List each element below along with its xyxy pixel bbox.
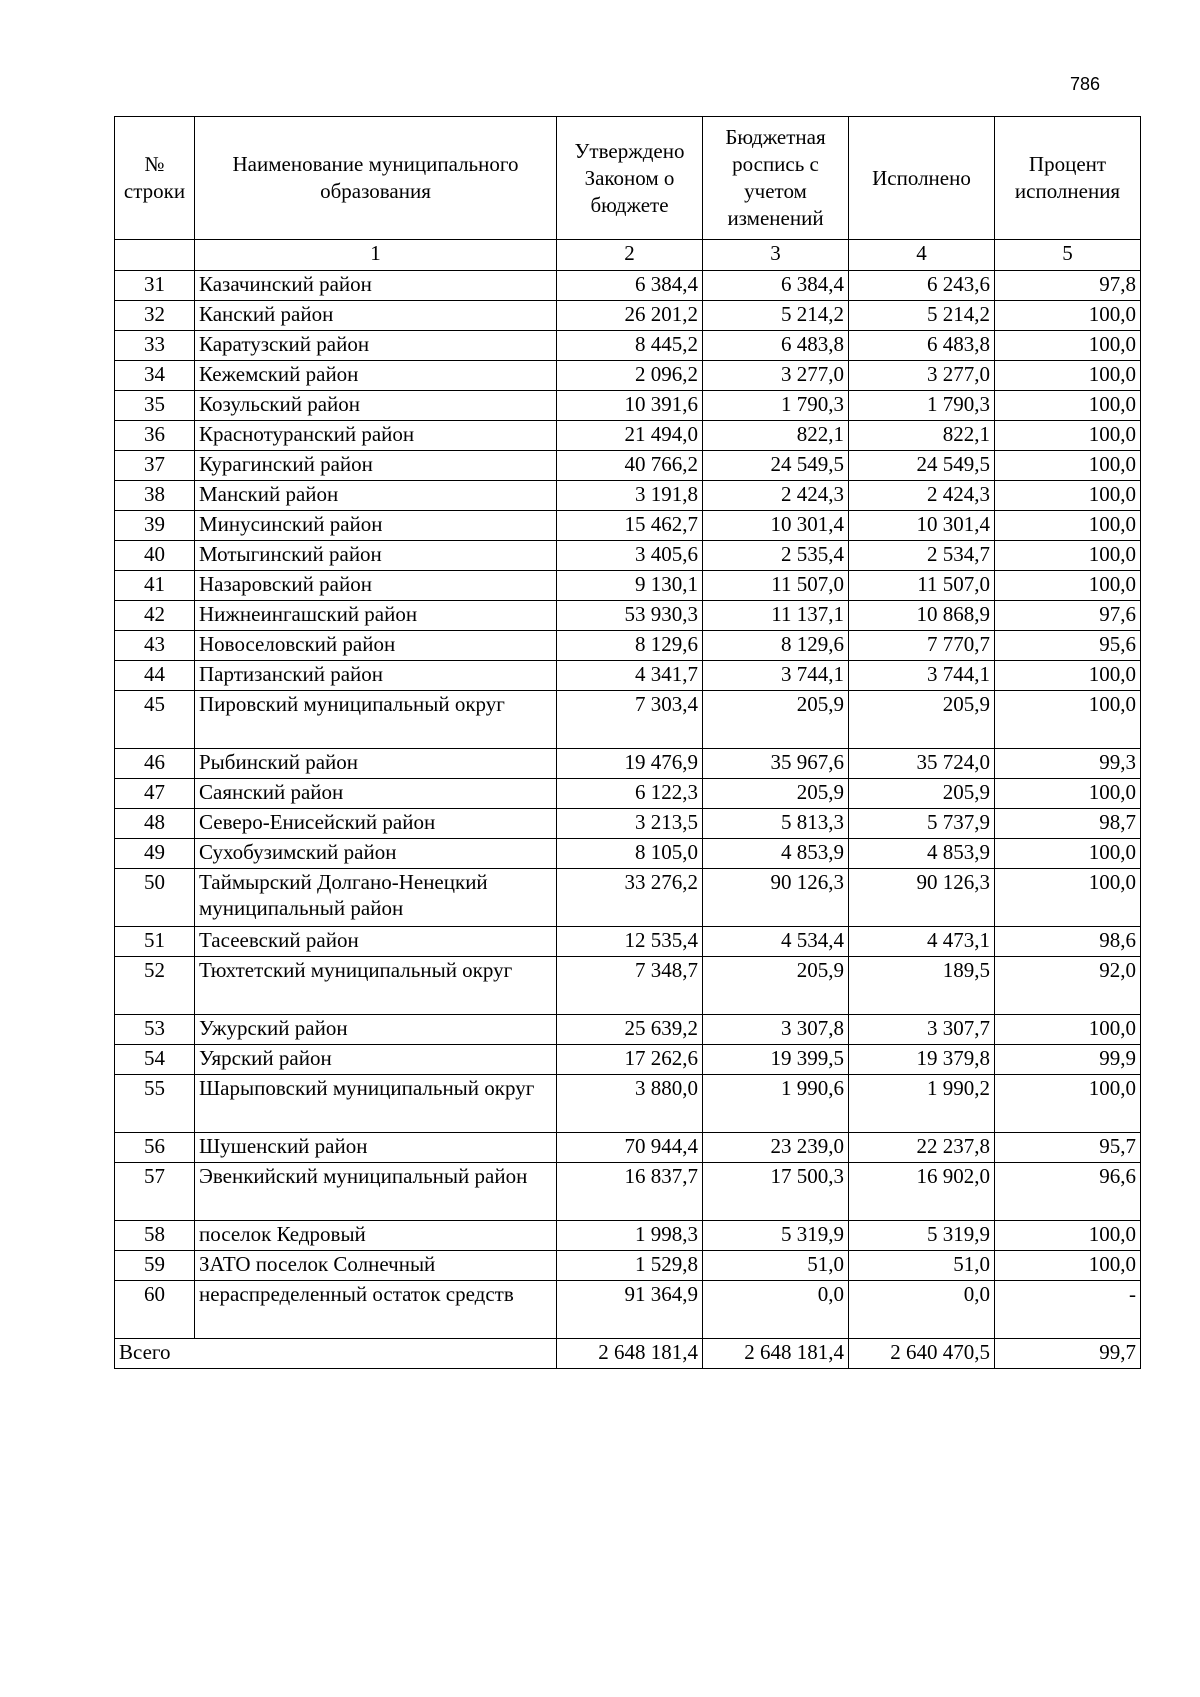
approved-cell: 70 944,4 <box>557 1133 703 1163</box>
table-row <box>115 869 1141 927</box>
approved-cell: 4 341,7 <box>557 661 703 691</box>
executed-cell: 10 868,9 <box>849 601 995 631</box>
row-number-cell: 44 <box>115 661 195 691</box>
budget-schedule-cell: 4 534,4 <box>703 927 849 957</box>
executed-cell: 5 214,2 <box>849 301 995 331</box>
budget-schedule-cell: 5 319,9 <box>703 1221 849 1251</box>
budget-schedule-cell: 24 549,5 <box>703 451 849 481</box>
approved-cell: 16 837,7 <box>557 1163 703 1221</box>
percent-cell: 99,3 <box>995 749 1141 779</box>
row-number-cell: 37 <box>115 451 195 481</box>
executed-cell: 51,0 <box>849 1251 995 1281</box>
executed-cell: 5 319,9 <box>849 1221 995 1251</box>
executed-cell: 35 724,0 <box>849 749 995 779</box>
table-row <box>115 1045 1141 1075</box>
budget-schedule-cell: 822,1 <box>703 421 849 451</box>
total-approved: 2 648 181,4 <box>557 1339 703 1369</box>
executed-cell: 205,9 <box>849 691 995 749</box>
table-row <box>115 1163 1141 1221</box>
budget-schedule-cell: 205,9 <box>703 779 849 809</box>
budget-schedule-cell: 19 399,5 <box>703 1045 849 1075</box>
table-row <box>115 421 1141 451</box>
header-budget-schedule: Бюджетная роспись с учетом изменений <box>703 117 849 240</box>
table-row <box>115 331 1141 361</box>
budget-schedule-cell: 6 384,4 <box>703 271 849 301</box>
budget-schedule-cell: 17 500,3 <box>703 1163 849 1221</box>
approved-cell: 15 462,7 <box>557 511 703 541</box>
row-number-cell: 54 <box>115 1045 195 1075</box>
budget-schedule-cell: 4 853,9 <box>703 839 849 869</box>
municipality-name-cell: Северо-Енисейский район <box>195 809 557 839</box>
header-name: Наименование муниципального образования <box>195 117 557 240</box>
header-row-no: № строки <box>115 117 195 240</box>
municipality-name-cell: Нижнеингашский район <box>195 601 557 631</box>
budget-schedule-cell: 0,0 <box>703 1281 849 1339</box>
row-number-cell: 43 <box>115 631 195 661</box>
executed-cell: 822,1 <box>849 421 995 451</box>
budget-schedule-cell: 35 967,6 <box>703 749 849 779</box>
row-number-cell: 50 <box>115 869 195 927</box>
executed-cell: 2 534,7 <box>849 541 995 571</box>
executed-cell: 10 301,4 <box>849 511 995 541</box>
percent-cell: 100,0 <box>995 511 1141 541</box>
approved-cell: 21 494,0 <box>557 421 703 451</box>
budget-schedule-cell: 11 137,1 <box>703 601 849 631</box>
approved-cell: 6 384,4 <box>557 271 703 301</box>
total-schedule: 2 648 181,4 <box>703 1339 849 1369</box>
percent-cell: 100,0 <box>995 361 1141 391</box>
executed-cell: 4 853,9 <box>849 839 995 869</box>
percent-cell: - <box>995 1281 1141 1339</box>
approved-cell: 8 129,6 <box>557 631 703 661</box>
municipality-name-cell: Эвенкийский муниципальный район <box>195 1163 557 1221</box>
municipality-name-cell: поселок Кедровый <box>195 1221 557 1251</box>
header-executed: Исполнено <box>849 117 995 240</box>
row-number-cell: 51 <box>115 927 195 957</box>
budget-schedule-cell: 1 790,3 <box>703 391 849 421</box>
approved-cell: 91 364,9 <box>557 1281 703 1339</box>
approved-cell: 3 191,8 <box>557 481 703 511</box>
row-number-cell: 52 <box>115 957 195 1015</box>
table-row <box>115 809 1141 839</box>
row-number-cell: 46 <box>115 749 195 779</box>
percent-cell: 100,0 <box>995 541 1141 571</box>
municipality-name-cell: Тасеевский район <box>195 927 557 957</box>
row-number-cell: 38 <box>115 481 195 511</box>
municipality-name-cell: Казачинский район <box>195 271 557 301</box>
row-number-cell: 60 <box>115 1281 195 1339</box>
percent-cell: 100,0 <box>995 451 1141 481</box>
municipality-name-cell: Тюхтетский муниципальный округ <box>195 957 557 1015</box>
executed-cell: 0,0 <box>849 1281 995 1339</box>
budget-schedule-cell: 51,0 <box>703 1251 849 1281</box>
budget-schedule-cell: 205,9 <box>703 691 849 749</box>
percent-cell: 99,9 <box>995 1045 1141 1075</box>
row-number-cell: 48 <box>115 809 195 839</box>
table-row <box>115 451 1141 481</box>
budget-schedule-cell: 23 239,0 <box>703 1133 849 1163</box>
percent-cell: 96,6 <box>995 1163 1141 1221</box>
municipality-name-cell: Новоселовский район <box>195 631 557 661</box>
executed-cell: 2 424,3 <box>849 481 995 511</box>
executed-cell: 6 483,8 <box>849 331 995 361</box>
column-number <box>115 240 195 271</box>
approved-cell: 8 445,2 <box>557 331 703 361</box>
percent-cell: 95,7 <box>995 1133 1141 1163</box>
approved-cell: 1 998,3 <box>557 1221 703 1251</box>
table-row <box>115 1221 1141 1251</box>
percent-cell: 100,0 <box>995 869 1141 927</box>
municipality-name-cell: Канский район <box>195 301 557 331</box>
table-row <box>115 839 1141 869</box>
table-row <box>115 1015 1141 1045</box>
row-number-cell: 34 <box>115 361 195 391</box>
municipality-name-cell: Краснотуранский район <box>195 421 557 451</box>
executed-cell: 16 902,0 <box>849 1163 995 1221</box>
percent-cell: 97,6 <box>995 601 1141 631</box>
municipality-name-cell: Минусинский район <box>195 511 557 541</box>
row-number-cell: 41 <box>115 571 195 601</box>
executed-cell: 19 379,8 <box>849 1045 995 1075</box>
budget-schedule-cell: 10 301,4 <box>703 511 849 541</box>
approved-cell: 7 348,7 <box>557 957 703 1015</box>
approved-cell: 3 405,6 <box>557 541 703 571</box>
executed-cell: 1 790,3 <box>849 391 995 421</box>
total-executed: 2 640 470,5 <box>849 1339 995 1369</box>
municipality-name-cell: Шушенский район <box>195 1133 557 1163</box>
row-number-cell: 33 <box>115 331 195 361</box>
approved-cell: 3 880,0 <box>557 1075 703 1133</box>
percent-cell: 95,6 <box>995 631 1141 661</box>
table-row <box>115 749 1141 779</box>
approved-cell: 2 096,2 <box>557 361 703 391</box>
row-number-cell: 49 <box>115 839 195 869</box>
table-row <box>115 957 1141 1015</box>
percent-cell: 98,7 <box>995 809 1141 839</box>
budget-schedule-cell: 11 507,0 <box>703 571 849 601</box>
table-row <box>115 571 1141 601</box>
table-row <box>115 927 1141 957</box>
municipality-name-cell: Таймырский Долгано-Ненецкий муниципальный район <box>195 869 557 927</box>
table-body <box>115 240 1141 1339</box>
percent-cell: 100,0 <box>995 1015 1141 1045</box>
budget-schedule-cell: 205,9 <box>703 957 849 1015</box>
municipality-name-cell: Назаровский район <box>195 571 557 601</box>
row-number-cell: 59 <box>115 1251 195 1281</box>
percent-cell: 100,0 <box>995 1075 1141 1133</box>
total-percent: 99,7 <box>995 1339 1141 1369</box>
municipality-name-cell: нераспределенный остаток средств <box>195 1281 557 1339</box>
row-number-cell: 39 <box>115 511 195 541</box>
percent-cell: 97,8 <box>995 271 1141 301</box>
municipality-name-cell: Мотыгинский район <box>195 541 557 571</box>
table-row <box>115 1075 1141 1133</box>
approved-cell: 17 262,6 <box>557 1045 703 1075</box>
row-number-cell: 57 <box>115 1163 195 1221</box>
percent-cell: 100,0 <box>995 331 1141 361</box>
table-row <box>115 271 1141 301</box>
approved-cell: 19 476,9 <box>557 749 703 779</box>
total-row <box>115 1339 1141 1369</box>
executed-cell: 205,9 <box>849 779 995 809</box>
budget-schedule-cell: 5 813,3 <box>703 809 849 839</box>
column-number: 5 <box>995 240 1141 271</box>
municipality-name-cell: Кежемский район <box>195 361 557 391</box>
table-row <box>115 631 1141 661</box>
table-row <box>115 391 1141 421</box>
executed-cell: 11 507,0 <box>849 571 995 601</box>
executed-cell: 90 126,3 <box>849 869 995 927</box>
municipality-name-cell: Пировский муниципальный округ <box>195 691 557 749</box>
percent-cell: 100,0 <box>995 1251 1141 1281</box>
percent-cell: 100,0 <box>995 839 1141 869</box>
budget-schedule-cell: 3 744,1 <box>703 661 849 691</box>
table-row <box>115 691 1141 749</box>
percent-cell: 100,0 <box>995 691 1141 749</box>
percent-cell: 92,0 <box>995 957 1141 1015</box>
column-number: 2 <box>557 240 703 271</box>
row-number-cell: 42 <box>115 601 195 631</box>
table-row <box>115 1133 1141 1163</box>
page-number: 786 <box>1069 74 1100 94</box>
municipality-name-cell: Рыбинский район <box>195 749 557 779</box>
table-row <box>115 481 1141 511</box>
executed-cell: 4 473,1 <box>849 927 995 957</box>
executed-cell: 6 243,6 <box>849 271 995 301</box>
municipality-name-cell: Манский район <box>195 481 557 511</box>
executed-cell: 22 237,8 <box>849 1133 995 1163</box>
budget-table <box>114 116 1141 1369</box>
table-row <box>115 779 1141 809</box>
row-number-cell: 55 <box>115 1075 195 1133</box>
column-number: 1 <box>195 240 557 271</box>
row-number-cell: 53 <box>115 1015 195 1045</box>
executed-cell: 24 549,5 <box>849 451 995 481</box>
column-number: 3 <box>703 240 849 271</box>
table-header <box>115 117 1141 240</box>
municipality-name-cell: Сухобузимский район <box>195 839 557 869</box>
budget-schedule-cell: 5 214,2 <box>703 301 849 331</box>
municipality-name-cell: Шарыповский муниципальный округ <box>195 1075 557 1133</box>
table-row <box>115 1281 1141 1339</box>
column-number: 4 <box>849 240 995 271</box>
municipality-name-cell: Ужурский район <box>195 1015 557 1045</box>
budget-schedule-cell: 3 277,0 <box>703 361 849 391</box>
row-number-cell: 58 <box>115 1221 195 1251</box>
approved-cell: 10 391,6 <box>557 391 703 421</box>
row-number-cell: 35 <box>115 391 195 421</box>
budget-schedule-cell: 90 126,3 <box>703 869 849 927</box>
approved-cell: 7 303,4 <box>557 691 703 749</box>
percent-cell: 98,6 <box>995 927 1141 957</box>
percent-cell: 100,0 <box>995 571 1141 601</box>
executed-cell: 3 744,1 <box>849 661 995 691</box>
municipality-name-cell: Каратузский район <box>195 331 557 361</box>
table-row <box>115 601 1141 631</box>
table-row <box>115 301 1141 331</box>
budget-schedule-cell: 8 129,6 <box>703 631 849 661</box>
table-row <box>115 661 1141 691</box>
approved-cell: 40 766,2 <box>557 451 703 481</box>
header-approved: Утверждено Законом о бюджете <box>557 117 703 240</box>
percent-cell: 100,0 <box>995 481 1141 511</box>
approved-cell: 12 535,4 <box>557 927 703 957</box>
municipality-name-cell: Козульский район <box>195 391 557 421</box>
municipality-name-cell: ЗАТО поселок Солнечный <box>195 1251 557 1281</box>
municipality-name-cell: Саянский район <box>195 779 557 809</box>
percent-cell: 100,0 <box>995 779 1141 809</box>
budget-schedule-cell: 2 424,3 <box>703 481 849 511</box>
approved-cell: 9 130,1 <box>557 571 703 601</box>
budget-schedule-cell: 2 535,4 <box>703 541 849 571</box>
row-number-cell: 31 <box>115 271 195 301</box>
percent-cell: 100,0 <box>995 391 1141 421</box>
row-number-cell: 47 <box>115 779 195 809</box>
percent-cell: 100,0 <box>995 301 1141 331</box>
approved-cell: 26 201,2 <box>557 301 703 331</box>
executed-cell: 7 770,7 <box>849 631 995 661</box>
municipality-name-cell: Партизанский район <box>195 661 557 691</box>
approved-cell: 33 276,2 <box>557 869 703 927</box>
column-number-row <box>115 240 1141 271</box>
executed-cell: 3 307,7 <box>849 1015 995 1045</box>
row-number-cell: 45 <box>115 691 195 749</box>
approved-cell: 25 639,2 <box>557 1015 703 1045</box>
municipality-name-cell: Курагинский район <box>195 451 557 481</box>
approved-cell: 1 529,8 <box>557 1251 703 1281</box>
municipality-name-cell: Уярский район <box>195 1045 557 1075</box>
row-number-cell: 56 <box>115 1133 195 1163</box>
percent-cell: 100,0 <box>995 1221 1141 1251</box>
executed-cell: 3 277,0 <box>849 361 995 391</box>
percent-cell: 100,0 <box>995 421 1141 451</box>
approved-cell: 53 930,3 <box>557 601 703 631</box>
table-row <box>115 541 1141 571</box>
percent-cell: 100,0 <box>995 661 1141 691</box>
executed-cell: 1 990,2 <box>849 1075 995 1133</box>
table-row <box>115 1251 1141 1281</box>
total-label: Всего <box>115 1339 557 1369</box>
approved-cell: 3 213,5 <box>557 809 703 839</box>
budget-schedule-cell: 6 483,8 <box>703 331 849 361</box>
budget-schedule-cell: 3 307,8 <box>703 1015 849 1045</box>
executed-cell: 5 737,9 <box>849 809 995 839</box>
row-number-cell: 32 <box>115 301 195 331</box>
header-percent: Процент исполнения <box>995 117 1141 240</box>
approved-cell: 6 122,3 <box>557 779 703 809</box>
row-number-cell: 40 <box>115 541 195 571</box>
budget-schedule-cell: 1 990,6 <box>703 1075 849 1133</box>
approved-cell: 8 105,0 <box>557 839 703 869</box>
table-row <box>115 511 1141 541</box>
table-row <box>115 361 1141 391</box>
row-number-cell: 36 <box>115 421 195 451</box>
executed-cell: 189,5 <box>849 957 995 1015</box>
